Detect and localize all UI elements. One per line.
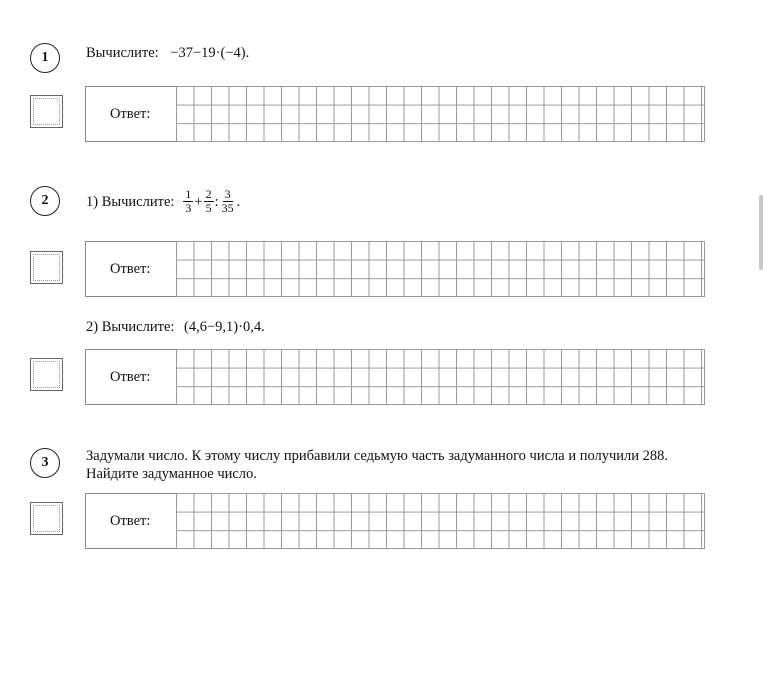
task-2-part-1-answer-box[interactable]: [85, 241, 705, 297]
task-3-answer-label: Ответ:: [110, 513, 151, 529]
task-1-answer-label: Ответ:: [110, 106, 151, 122]
task-2-part-1-answer-grid[interactable]: [176, 241, 705, 297]
task-2-part-2-label: 2) Вычислите:: [86, 319, 175, 335]
fraction-3-numerator: 3: [224, 187, 231, 201]
task-2-part-2-prompt: [86, 318, 265, 336]
task-2-part-2-answer-label: Ответ:: [110, 369, 151, 385]
task-2-part-1-label: 1) Вычислите:: [86, 193, 175, 210]
task-2-part-1-score-box[interactable]: [30, 251, 63, 284]
task-1-score-box[interactable]: [30, 95, 63, 128]
task-1-prompt: [86, 44, 249, 62]
expression-end: .: [236, 193, 241, 210]
task-2-part-2-score-box[interactable]: [30, 358, 63, 391]
task-3-text-line-2: Найдите задуманное число.: [86, 466, 257, 482]
task-3-text-line-1: Задумали число. К этому числу прибавили седьмую часть задуманного числа и получили 288.: [86, 448, 669, 464]
task-3-score-box[interactable]: [30, 502, 63, 535]
task-2-part-2-expression: (4,6−9,1)·0,4.: [184, 319, 265, 335]
fraction-1-denominator: 3: [185, 201, 192, 215]
task-1-answer-grid[interactable]: [176, 86, 705, 142]
task-2-part-2-answer-box[interactable]: [85, 349, 705, 405]
fraction-3-denominator: 35: [221, 201, 234, 215]
operator-plus: +: [194, 193, 203, 210]
task-3-number: 3: [30, 448, 60, 478]
task-3-answer-grid[interactable]: [176, 493, 705, 549]
fraction-1-numerator: 1: [185, 187, 192, 201]
operator-divide: :: [214, 193, 219, 210]
task-1-answer-box[interactable]: [85, 86, 705, 142]
task-3-answer-box[interactable]: [85, 493, 705, 549]
fraction-2: [204, 188, 214, 215]
fraction-2-denominator: 5: [205, 201, 212, 215]
fraction-2-numerator: 2: [205, 187, 212, 201]
task-2-number: 2: [30, 186, 60, 216]
task-1-expression: −37−19·(−4).: [170, 45, 250, 61]
task-1-prompt-label: Вычислите:: [86, 45, 159, 61]
task-2-part-1-answer-label: Ответ:: [110, 261, 151, 277]
fraction-3: [220, 188, 236, 215]
scrollbar[interactable]: [759, 195, 763, 270]
fraction-1: [183, 188, 193, 215]
task-1-number: 1: [30, 43, 60, 73]
task-2-part-1-prompt: [86, 188, 240, 215]
task-2-part-2-answer-grid[interactable]: [176, 349, 705, 405]
